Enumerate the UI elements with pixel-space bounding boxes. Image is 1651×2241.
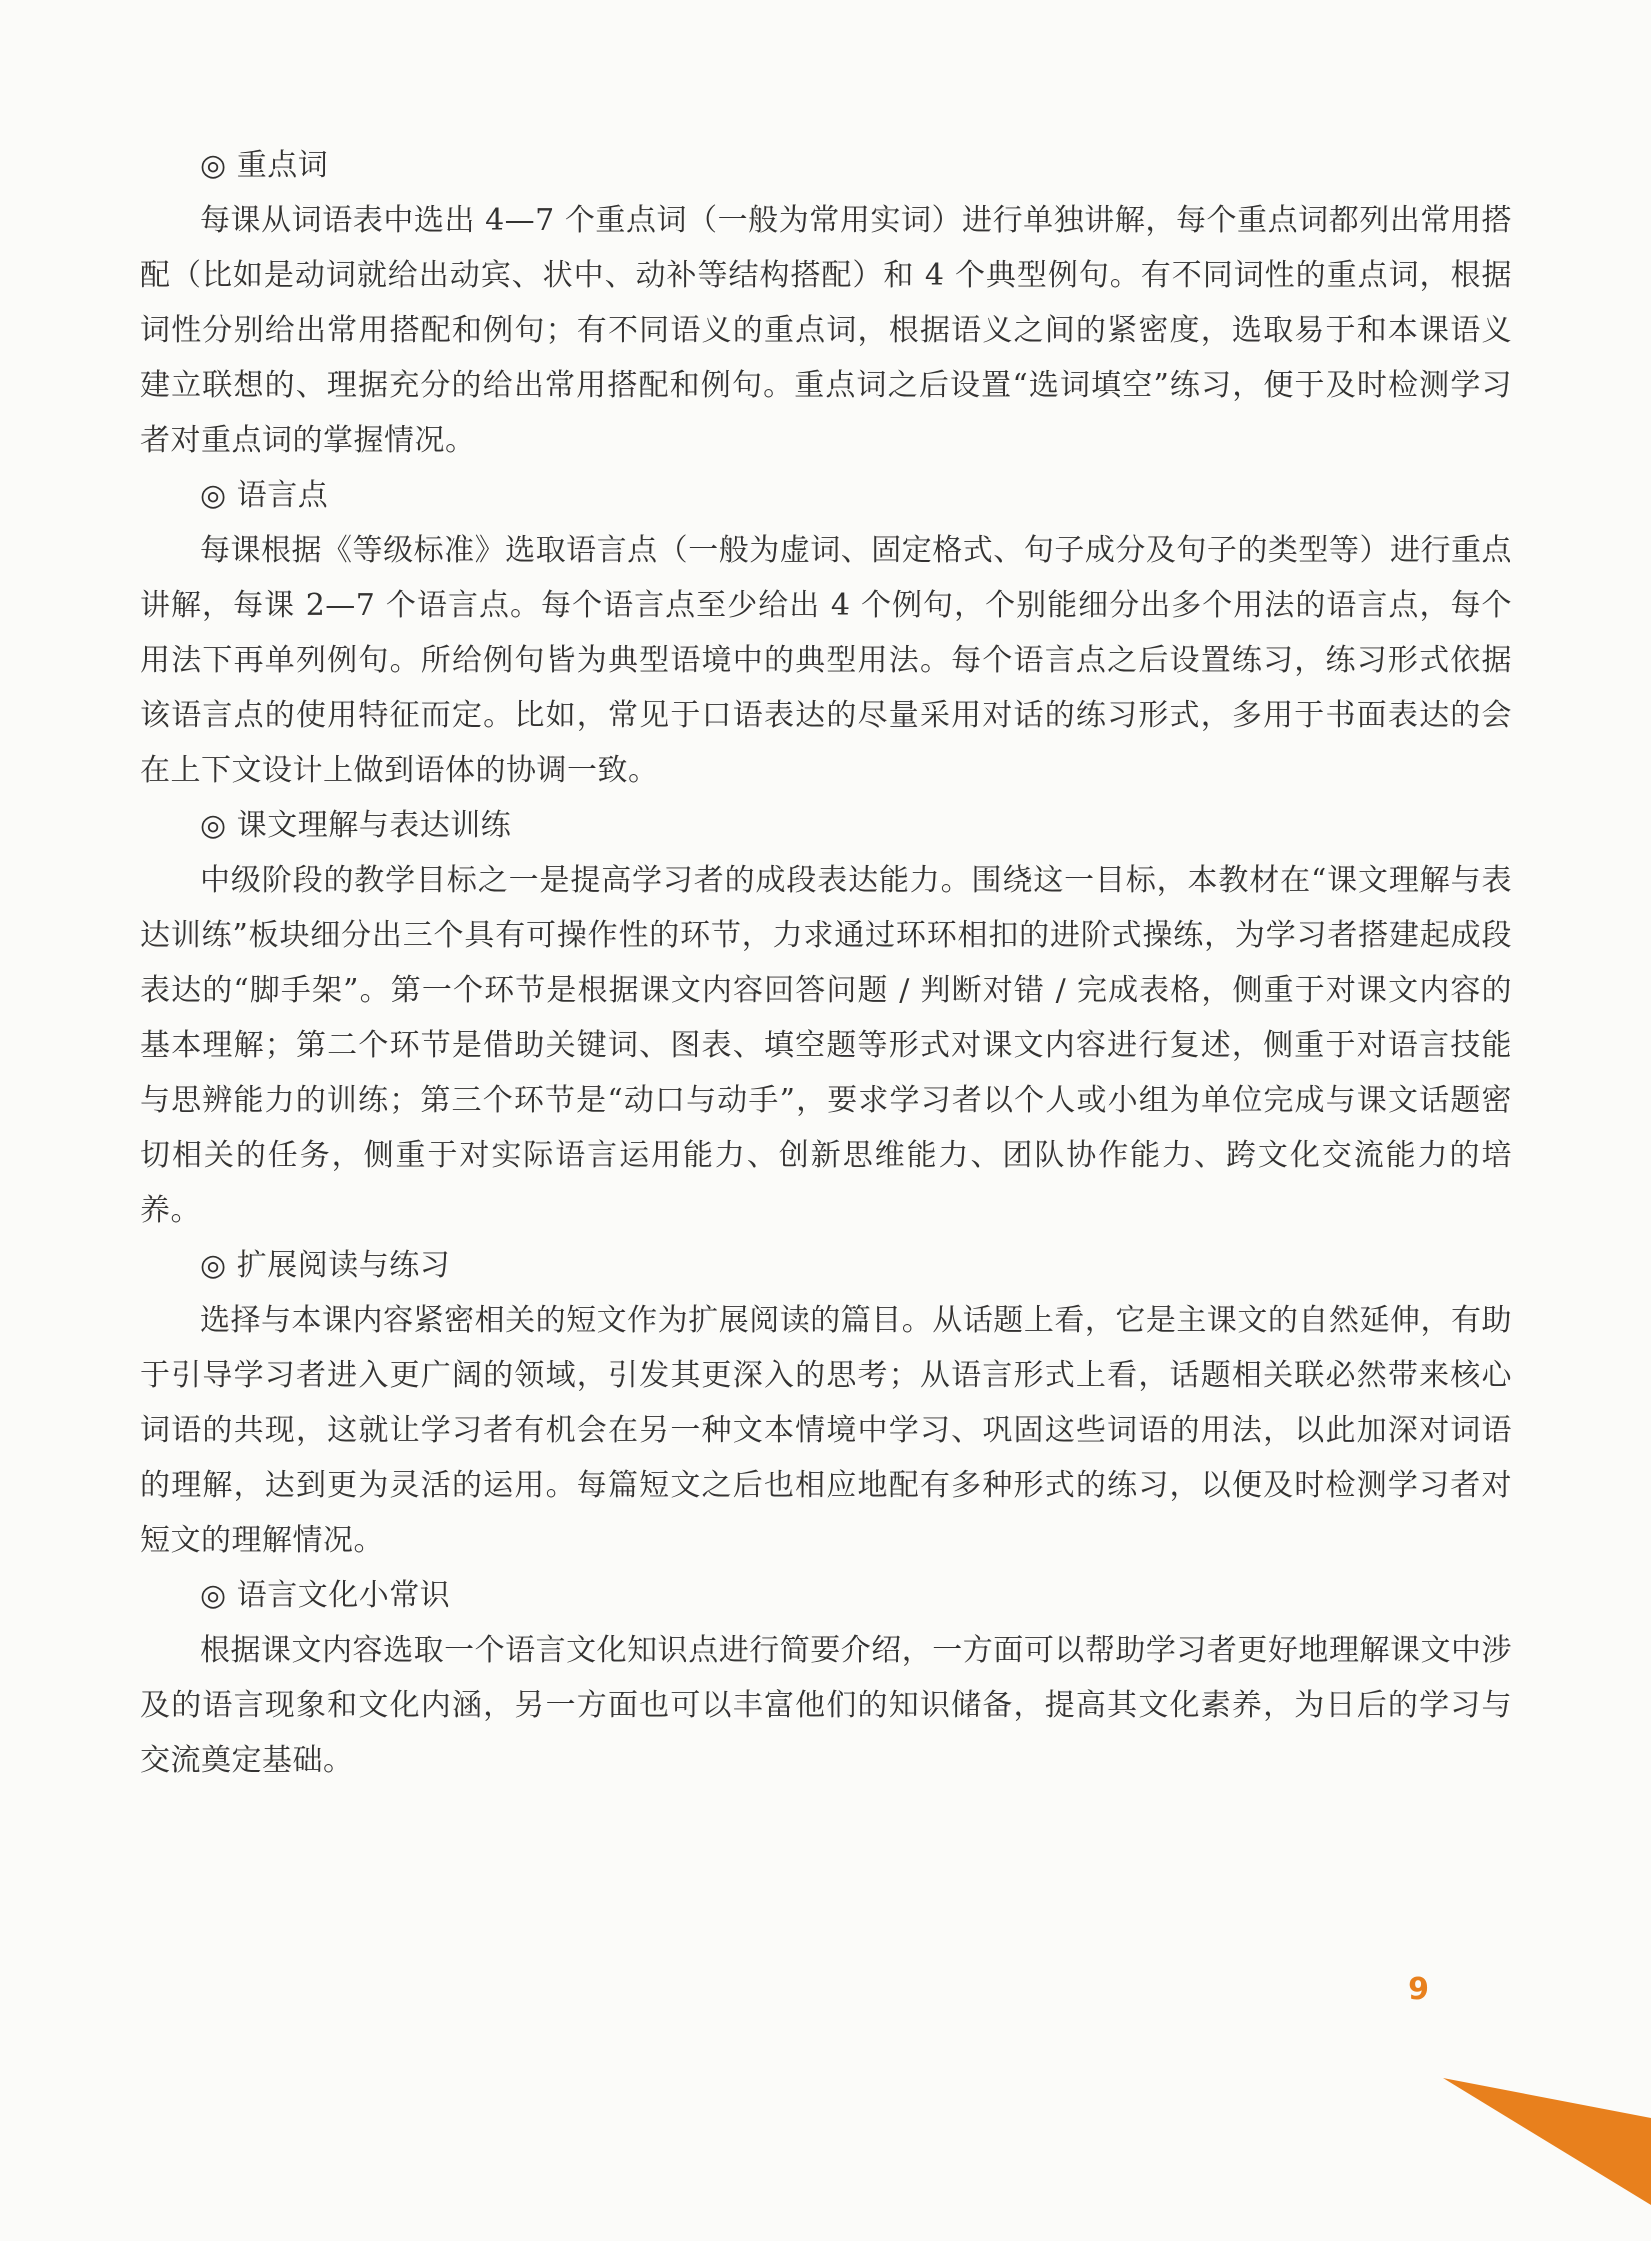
page-number: 9 — [1408, 1972, 1429, 2007]
section-comprehension-expression — [140, 798, 1512, 1238]
section-heading: ◎ 重点词 — [200, 148, 329, 183]
section-extended-reading — [140, 1238, 1512, 1568]
section-heading: ◎ 课文理解与表达训练 — [200, 808, 512, 843]
section-paragraph: 每课根据《等级标准》选取语言点（一般为虚词、固定格式、句子成分及句子的类型等）进行重点讲解，每课 2—7 个语言点。每个语言点至少给出 4 个例句，个别能细分出多个用法的语言点，每个用法下再单列例句。所给例句皆为典型语境中的典型用法。每个语言点之后设置练习，练习形式依据该语言点的使用特征而定。比如，常见于口语表达的尽量采用对话的练习形式，多用于书面表达的会在上下文设计上做到语体的协调一致。 — [140, 533, 1512, 788]
section-culture-notes — [140, 1568, 1512, 1788]
section-heading: ◎ 语言文化小常识 — [200, 1578, 451, 1613]
section-heading: ◎ 语言点 — [200, 478, 329, 513]
section-paragraph: 根据课文内容选取一个语言文化知识点进行简要介绍，一方面可以帮助学习者更好地理解课文中涉及的语言现象和文化内涵，另一方面也可以丰富他们的知识储备，提高其文化素养，为日后的学习与交流奠定基础。 — [140, 1633, 1512, 1778]
page-content — [140, 138, 1512, 1788]
section-language-points — [140, 468, 1512, 798]
section-heading: ◎ 扩展阅读与练习 — [200, 1248, 451, 1283]
section-paragraph: 选择与本课内容紧密相关的短文作为扩展阅读的篇目。从话题上看，它是主课文的自然延伸，有助于引导学习者进入更广阔的领域，引发其更深入的思考；从语言形式上看，话题相关联必然带来核心词语的共现，这就让学习者有机会在另一种文本情境中学习、巩固这些词语的用法，以此加深对词语的理解，达到更为灵活的运用。每篇短文之后也相应地配有多种形式的练习，以便及时检测学习者对短文的理解情况。 — [140, 1303, 1512, 1558]
section-keywords — [140, 138, 1512, 468]
section-paragraph: 每课从词语表中选出 4—7 个重点词（一般为常用实词）进行单独讲解，每个重点词都列出常用搭配（比如是动词就给出动宾、状中、动补等结构搭配）和 4 个典型例句。有不同词性的重点词，根据词性分别给出常用搭配和例句；有不同语义的重点词，根据语义之间的紧密度，选取易于和本课语义建立联想的、理据充分的给出常用搭配和例句。重点词之后设置“选词填空”练习，便于及时检测学习者对重点词的掌握情况。 — [140, 203, 1512, 458]
section-paragraph: 中级阶段的教学目标之一是提高学习者的成段表达能力。围绕这一目标，本教材在“课文理解与表达训练”板块细分出三个具有可操作性的环节，力求通过环环相扣的进阶式操练，为学习者搭建起成段表达的“脚手架”。第一个环节是根据课文内容回答问题 / 判断对错 / 完成表格，侧重于对课文内容的基本理解；第二个环节是借助关键词、图表、填空题等形式对课文内容进行复述，侧重于对语言技能与思辨能力的训练；第三个环节是“动口与动手”，要求学习者以个人或小组为单位完成与课文话题密切相关的任务，侧重于对实际语言运用能力、创新思维能力、团队协作能力、跨文化交流能力的培养。 — [140, 863, 1512, 1228]
